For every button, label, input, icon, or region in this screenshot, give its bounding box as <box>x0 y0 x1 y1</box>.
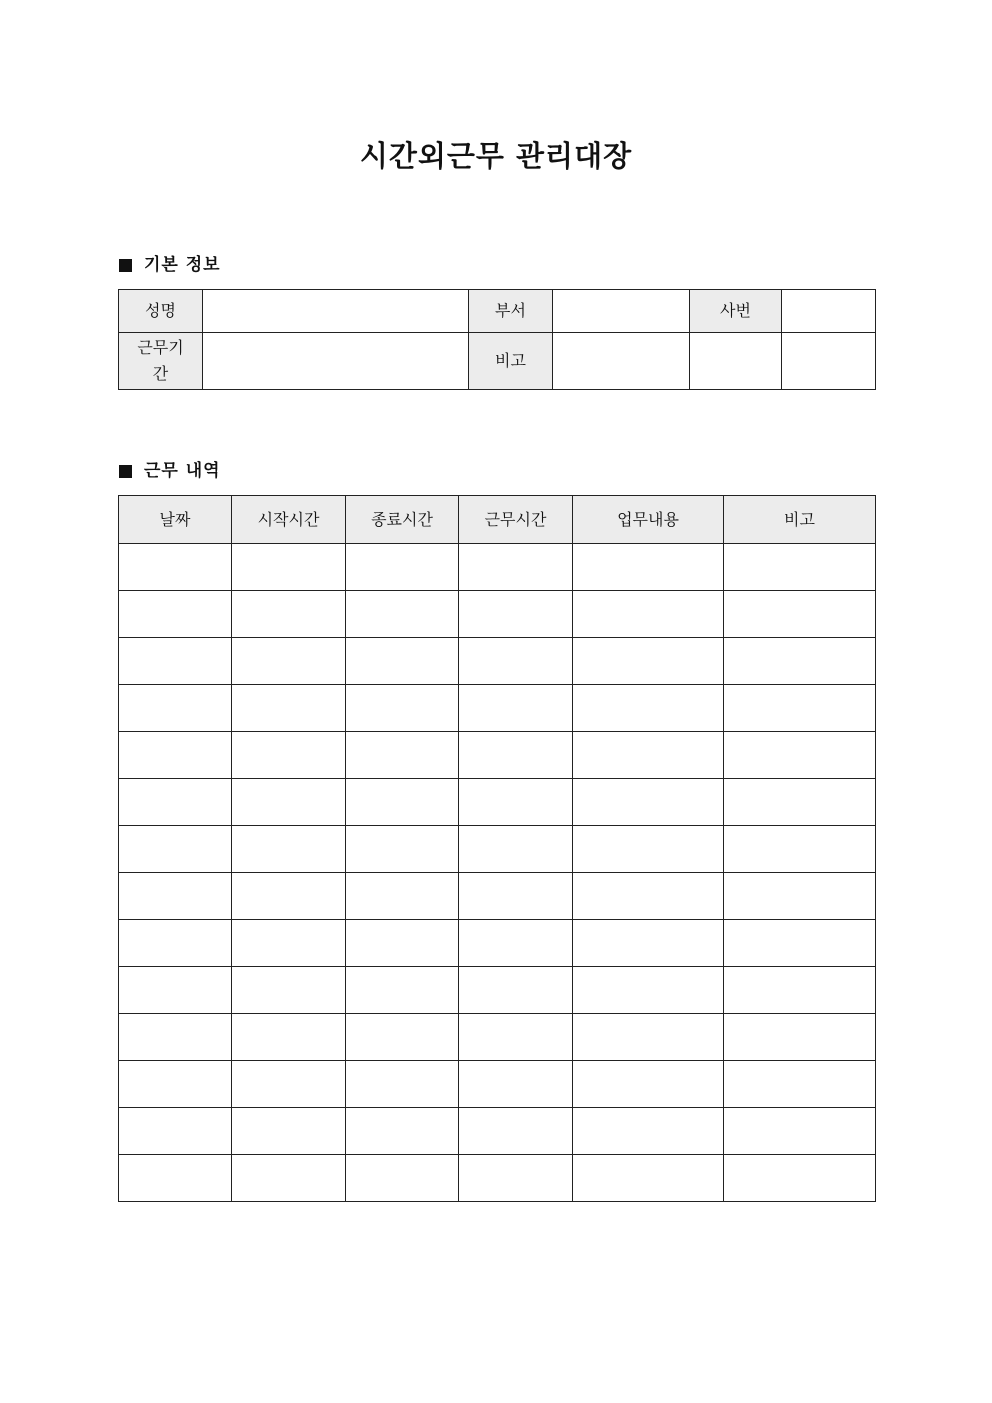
date-cell[interactable] <box>119 638 232 685</box>
task-description-cell[interactable] <box>573 1014 724 1061</box>
remarks-cell[interactable] <box>724 685 876 732</box>
end-time-cell[interactable] <box>346 826 459 873</box>
table-row <box>119 779 876 826</box>
name-field[interactable] <box>203 290 469 333</box>
task-description-cell[interactable] <box>573 1155 724 1202</box>
start-time-cell[interactable] <box>232 591 346 638</box>
work-hours-cell[interactable] <box>459 826 573 873</box>
remarks-cell[interactable] <box>724 826 876 873</box>
remarks-cell[interactable] <box>724 638 876 685</box>
work-hours-cell[interactable] <box>459 1108 573 1155</box>
table-row <box>119 1108 876 1155</box>
table-row <box>119 638 876 685</box>
end-time-cell[interactable] <box>346 920 459 967</box>
end-time-cell[interactable] <box>346 967 459 1014</box>
task-description-cell[interactable] <box>573 544 724 591</box>
work-period-label: 근무기간 <box>137 338 184 383</box>
remarks-cell[interactable] <box>724 544 876 591</box>
column-header-work-hours: 근무시간 <box>459 496 573 544</box>
task-description-cell[interactable] <box>573 779 724 826</box>
table-row <box>119 1155 876 1202</box>
remarks-cell[interactable] <box>724 967 876 1014</box>
table-row <box>119 967 876 1014</box>
start-time-cell[interactable] <box>232 873 346 920</box>
date-cell[interactable] <box>119 1108 232 1155</box>
name-label: 성명 <box>119 290 203 333</box>
department-field[interactable] <box>553 290 690 333</box>
work-hours-cell[interactable] <box>459 1061 573 1108</box>
start-time-cell[interactable] <box>232 920 346 967</box>
end-time-cell[interactable] <box>346 779 459 826</box>
remarks-cell[interactable] <box>724 1108 876 1155</box>
start-time-cell[interactable] <box>232 1014 346 1061</box>
square-bullet-icon <box>119 465 132 478</box>
task-description-cell[interactable] <box>573 1061 724 1108</box>
basic-info-heading <box>119 253 221 277</box>
table-row <box>119 1061 876 1108</box>
start-time-cell[interactable] <box>232 685 346 732</box>
task-description-cell[interactable] <box>573 920 724 967</box>
blank-cell[interactable] <box>782 333 876 390</box>
date-cell[interactable] <box>119 591 232 638</box>
basic-info-row-1 <box>119 290 876 333</box>
work-hours-cell[interactable] <box>459 591 573 638</box>
end-time-cell[interactable] <box>346 638 459 685</box>
work-period-label-cell <box>119 333 203 390</box>
employee-number-field[interactable] <box>782 290 876 333</box>
start-time-cell[interactable] <box>232 1155 346 1202</box>
remarks-cell[interactable] <box>724 779 876 826</box>
date-cell[interactable] <box>119 826 232 873</box>
date-cell[interactable] <box>119 779 232 826</box>
basic-info-heading-text: 기본 정보 <box>144 255 221 275</box>
end-time-cell[interactable] <box>346 732 459 779</box>
date-cell[interactable] <box>119 1061 232 1108</box>
task-description-cell[interactable] <box>573 826 724 873</box>
remarks-cell[interactable] <box>724 732 876 779</box>
remarks-label: 비고 <box>469 333 553 390</box>
table-row <box>119 732 876 779</box>
date-cell[interactable] <box>119 873 232 920</box>
work-period-field[interactable] <box>203 333 469 390</box>
end-time-cell[interactable] <box>346 591 459 638</box>
column-header-task-description: 업무내용 <box>573 496 724 544</box>
remarks-cell[interactable] <box>724 1061 876 1108</box>
date-cell[interactable] <box>119 1014 232 1061</box>
end-time-cell[interactable] <box>346 1061 459 1108</box>
remarks-cell[interactable] <box>724 873 876 920</box>
task-description-cell[interactable] <box>573 1108 724 1155</box>
end-time-cell[interactable] <box>346 544 459 591</box>
work-hours-cell[interactable] <box>459 1014 573 1061</box>
date-cell[interactable] <box>119 544 232 591</box>
remarks-cell[interactable] <box>724 1155 876 1202</box>
work-hours-cell[interactable] <box>459 873 573 920</box>
table-row <box>119 873 876 920</box>
work-hours-cell[interactable] <box>459 967 573 1014</box>
employee-number-label: 사번 <box>690 290 782 333</box>
task-description-cell[interactable] <box>573 732 724 779</box>
table-row <box>119 685 876 732</box>
remarks-cell[interactable] <box>724 1014 876 1061</box>
basic-info-table <box>118 289 876 390</box>
column-header-remarks: 비고 <box>724 496 876 544</box>
start-time-cell[interactable] <box>232 1061 346 1108</box>
square-bullet-icon <box>119 259 132 272</box>
work-log-table <box>118 495 876 1202</box>
document-title: 시간외근무 관리대장 <box>359 139 633 173</box>
remarks-cell[interactable] <box>724 920 876 967</box>
end-time-cell[interactable] <box>346 873 459 920</box>
work-log-body <box>119 544 876 1202</box>
start-time-cell[interactable] <box>232 544 346 591</box>
remarks-field[interactable] <box>553 333 690 390</box>
table-row <box>119 544 876 591</box>
work-hours-cell[interactable] <box>459 920 573 967</box>
date-cell[interactable] <box>119 685 232 732</box>
table-row <box>119 920 876 967</box>
work-log-heading-text: 근무 내역 <box>144 461 221 481</box>
start-time-cell[interactable] <box>232 967 346 1014</box>
task-description-cell[interactable] <box>573 591 724 638</box>
start-time-cell[interactable] <box>232 1108 346 1155</box>
work-hours-cell[interactable] <box>459 1155 573 1202</box>
work-hours-cell[interactable] <box>459 779 573 826</box>
start-time-cell[interactable] <box>232 732 346 779</box>
work-hours-cell[interactable] <box>459 732 573 779</box>
work-log-header-row <box>119 496 876 544</box>
start-time-cell[interactable] <box>232 779 346 826</box>
table-row <box>119 591 876 638</box>
remarks-cell[interactable] <box>724 591 876 638</box>
task-description-cell[interactable] <box>573 967 724 1014</box>
task-description-cell[interactable] <box>573 685 724 732</box>
work-hours-cell[interactable] <box>459 638 573 685</box>
department-label: 부서 <box>469 290 553 333</box>
task-description-cell[interactable] <box>573 638 724 685</box>
table-row <box>119 826 876 873</box>
work-hours-cell[interactable] <box>459 685 573 732</box>
basic-info-row-2 <box>119 333 876 390</box>
blank-cell[interactable] <box>690 333 782 390</box>
date-cell[interactable] <box>119 967 232 1014</box>
work-hours-cell[interactable] <box>459 544 573 591</box>
start-time-cell[interactable] <box>232 638 346 685</box>
work-log-heading <box>119 459 221 483</box>
column-header-end-time: 종료시간 <box>346 496 459 544</box>
column-header-date: 날짜 <box>119 496 232 544</box>
end-time-cell[interactable] <box>346 1108 459 1155</box>
task-description-cell[interactable] <box>573 873 724 920</box>
end-time-cell[interactable] <box>346 685 459 732</box>
column-header-start-time: 시작시간 <box>232 496 346 544</box>
date-cell[interactable] <box>119 732 232 779</box>
end-time-cell[interactable] <box>346 1014 459 1061</box>
date-cell[interactable] <box>119 1155 232 1202</box>
end-time-cell[interactable] <box>346 1155 459 1202</box>
start-time-cell[interactable] <box>232 826 346 873</box>
date-cell[interactable] <box>119 920 232 967</box>
table-row <box>119 1014 876 1061</box>
